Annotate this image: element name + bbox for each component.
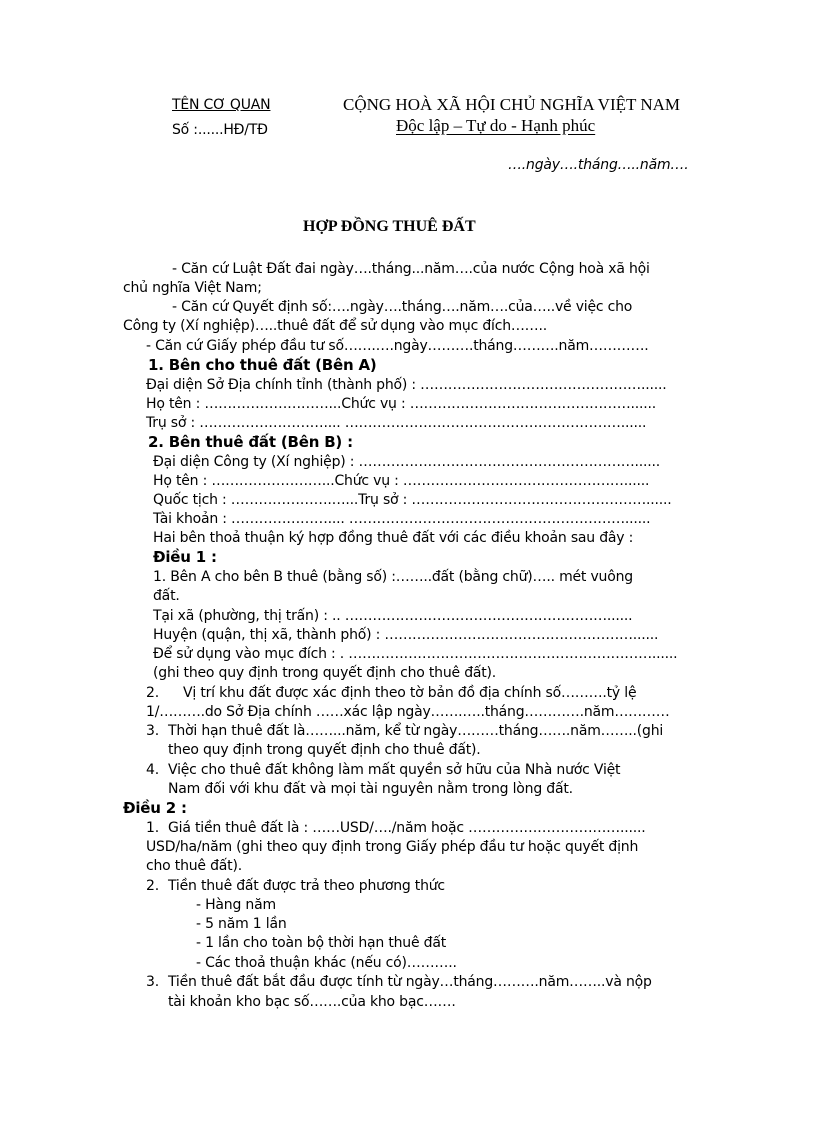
payment-option: - 5 năm 1 lần (196, 916, 287, 932)
article-1-clause-2-number: 2. (146, 685, 159, 701)
article-2-heading: Điều 2 : (123, 799, 187, 817)
party-b-representative: Đại diện Công ty (Xí nghiệp) : ……………………………………………………...... (153, 454, 661, 470)
party-a-name: Họ tên : ………………………...Chức vụ : …………………………………………...... (146, 396, 657, 412)
preamble-decision-cont: Công ty (Xí nghiệp)…..thuê đất để sử dụng vào mục đích…….. (123, 318, 547, 334)
party-b-account: Tài khoản : ………………….... ……………………………………………………...... (153, 511, 651, 527)
article-2-clause-1-cont: USD/ha/năm (ghi theo quy định trong Giấy phép đầu tư hoặc quyết định (146, 839, 639, 855)
party-a-heading: 1. Bên cho thuê đất (Bên A) (148, 356, 377, 374)
party-b-name: Họ tên : ……………………...Chức vụ : …………………………………………...... (153, 473, 650, 489)
article-1-clause-4-cont: Nam đối với khu đất và mọi tài nguyên nằm trong lòng đất. (168, 781, 573, 797)
document-number: Số :......HĐ/TĐ (172, 122, 268, 138)
date-line: ….ngày….tháng…..năm…. (508, 157, 689, 173)
preamble-decision: - Căn cứ Quyết định số:….ngày….tháng….năm….của…..về việc cho (172, 299, 633, 315)
article-1-heading: Điều 1 : (153, 548, 217, 566)
article-2-clause-3-number: 3. (146, 974, 159, 990)
preamble-law: - Căn cứ Luật Đất đai ngày….tháng...năm….của nước Cộng hoà xã hội (172, 261, 650, 277)
agency-name: TÊN CƠ QUAN (172, 97, 271, 113)
district-field: Huyện (quận, thị xã, thành phố) : ………………………………………………...... (153, 627, 659, 643)
motto: Độc lập – Tự do - Hạnh phúc (396, 116, 596, 135)
article-1-clause-4: Việc cho thuê đất không làm mất quyền sở hữu của Nhà nước Việt (168, 762, 621, 778)
article-1-clause-1-cont: đất. (153, 588, 180, 604)
document-title: HỢP ĐỒNG THUÊ ĐẤT (303, 218, 476, 235)
article-2-clause-2-number: 2. (146, 878, 159, 894)
nation-heading: CỘNG HOÀ XÃ HỘI CHỦ NGHĨA VIỆT NAM (343, 95, 681, 114)
payment-option: - 1 lần cho toàn bộ thời hạn thuê đất (196, 935, 446, 951)
article-2-clause-3: Tiền thuê đất bắt đầu được tính từ ngày…tháng……….năm……..và nộp (168, 974, 652, 990)
party-b-nationality: Quốc tịch : ………………….…...Trụ sở : ……………………………………………...... (153, 492, 672, 508)
article-1-clause-1: 1. Bên A cho bên B thuê (bằng số) :……..đất (bằng chữ)….. mét vuông (153, 569, 633, 585)
agreement-statement: Hai bên thoả thuận ký hợp đồng thuê đất với các điều khoản sau đây : (153, 530, 634, 546)
article-2-clause-1-number: 1. (146, 820, 159, 836)
preamble-law-cont: chủ nghĩa Việt Nam; (123, 280, 262, 296)
payment-option: - Hàng năm (196, 897, 276, 913)
article-1-clause-2-cont: 1/……….do Sở Địa chính ……xác lập ngày…….…..tháng………….năm………… (146, 704, 670, 720)
article-2-clause-2: Tiền thuê đất được trả theo phương thức (168, 878, 445, 894)
article-1-clause-3-cont: theo quy định trong quyết định cho thuê đất). (168, 742, 481, 758)
article-2-clause-1: Giá tiền thuê đất là : ……USD/…./năm hoặc ……………………………...... (168, 820, 646, 836)
party-a-representative: Đại diện Sở Địa chính tỉnh (thành phố) : …………………………………………...... (146, 377, 667, 393)
article-1-clause-2: Vị trí khu đất được xác định theo tờ bản đồ địa chính số……….tỷ lệ (183, 685, 637, 701)
party-b-heading: 2. Bên thuê đất (Bên B) : (148, 433, 353, 451)
article-1-clause-4-number: 4. (146, 762, 159, 778)
article-2-clause-3-cont: tài khoản kho bạc số…….của kho bạc……. (168, 994, 456, 1010)
article-1-clause-3: Thời hạn thuê đất là……...năm, kể từ ngày………tháng…….năm……..(ghi (168, 723, 664, 739)
party-a-address: Trụ sở : ……………………….... ……………………………………………………...... (146, 415, 647, 431)
preamble-license: - Căn cứ Giấy phép đầu tư số…….….ngày……….tháng……….năm…………. (146, 338, 649, 354)
commune-field: Tại xã (phường, thị trấn) : .. …………………………………………………...... (153, 608, 633, 624)
article-2-clause-1-cont-2: cho thuê đất). (146, 858, 242, 874)
purpose-note: (ghi theo quy định trong quyết định cho thuê đất). (153, 665, 497, 681)
purpose-field: Để sử dụng vào mục đích : . …………………………………………………………...... (153, 646, 678, 662)
payment-option: - Các thoả thuận khác (nếu có)……….. (196, 955, 457, 971)
article-1-clause-3-number: 3. (146, 723, 159, 739)
